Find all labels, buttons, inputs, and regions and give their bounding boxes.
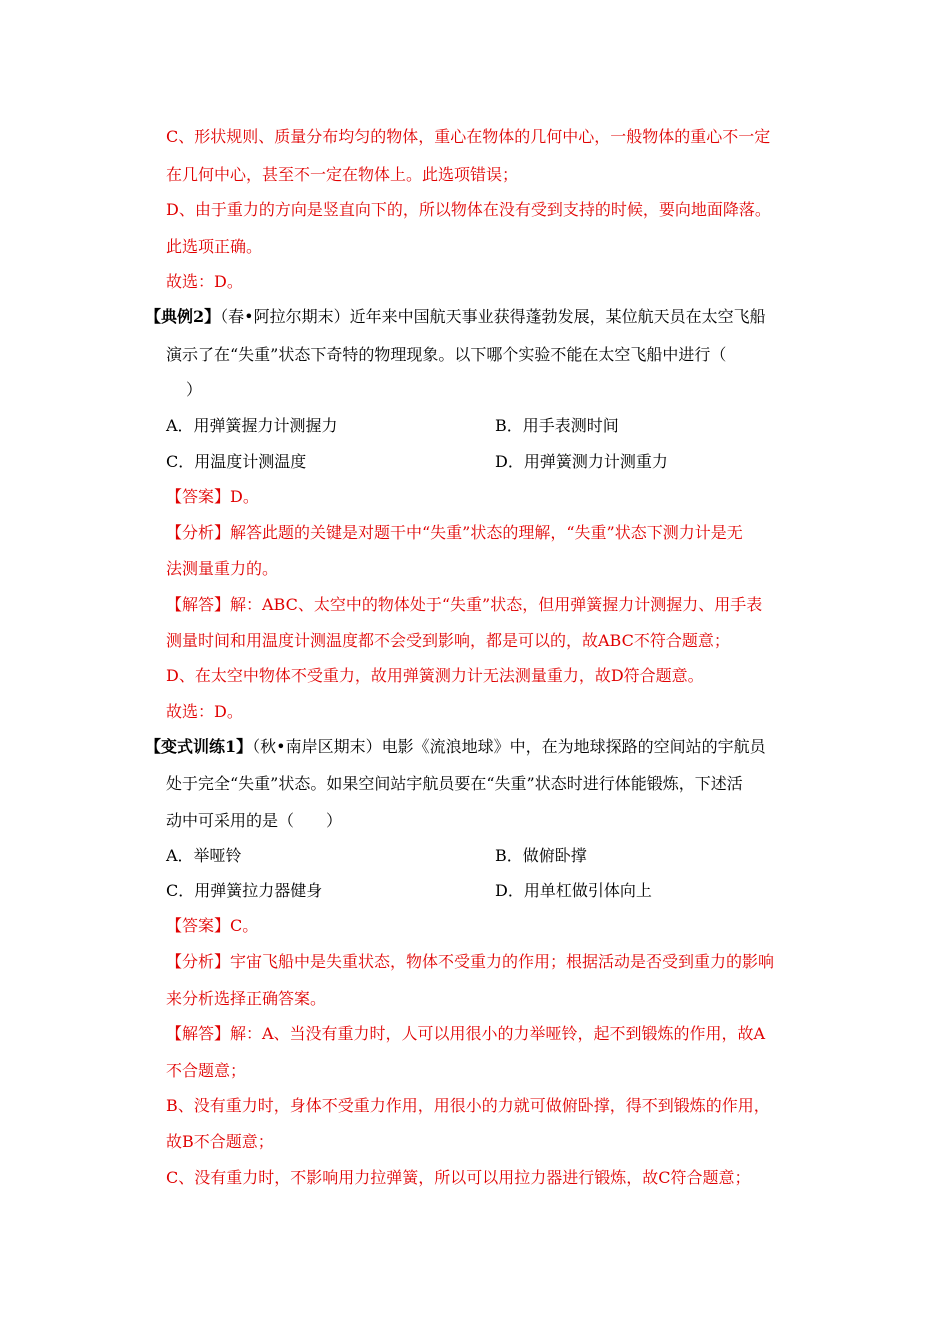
variant1-solution-line5: C、没有重力时，不影响用力拉弹簧，所以可以用拉力器进行锻炼，故C符合题意； xyxy=(166,1168,751,1187)
example2-solution-line3: D、在太空中物体不受重力，故用弹簧测力计无法测量重力，故D符合题意。 xyxy=(166,666,704,685)
variant1-analysis-line2: 来分析选择正确答案。 xyxy=(166,989,327,1008)
variant1-option-d: D．用单杠做引体向上 xyxy=(495,881,652,900)
example2-option-d: D．用弹簧测力计测重力 xyxy=(495,452,668,471)
variant1-question-line1 xyxy=(145,737,766,757)
example2-question-text: （春•阿拉尔期末）近年来中国航天事业获得蓬勃发展，某位航天员在太空飞船 xyxy=(220,307,766,326)
example2-tag: 【典例2】 xyxy=(145,307,221,326)
variant1-solution-line3: B、没有重力时，身体不受重力作用，用很小的力就可做俯卧撑，得不到锻炼的作用， xyxy=(166,1096,770,1115)
variant1-question-line3: 动中可采用的是（ ） xyxy=(166,811,343,830)
example2-solution-line2: 测量时间和用温度计测温度都不会受到影响，都是可以的，故ABC不符合题意； xyxy=(166,631,730,650)
example2-question-line3: ） xyxy=(186,380,203,399)
variant1-option-c: C．用弹簧拉力器健身 xyxy=(166,881,323,900)
example2-option-b: B．用手表测时间 xyxy=(495,416,619,435)
example2-option-c: C．用温度计测温度 xyxy=(166,452,307,471)
example2-analysis-line2: 法测量重力的。 xyxy=(166,559,279,578)
variant1-option-b: B．做俯卧撑 xyxy=(495,846,587,865)
example2-choose: 故选：D。 xyxy=(166,702,243,721)
example2-analysis-line1: 【分析】解答此题的关键是对题干中“失重”状态的理解，“失重”状态下测力计是无 xyxy=(166,523,743,542)
choose-answer: 故选：D。 xyxy=(166,272,243,291)
variant1-analysis-line1: 【分析】宇宙飞船中是失重状态，物体不受重力的作用；根据活动是否受到重力的影响 xyxy=(166,952,775,971)
solution-option-c-line2: 在几何中心，甚至不一定在物体上。此选项错误； xyxy=(166,165,519,184)
variant1-tag: 【变式训练1】 xyxy=(145,737,253,756)
example2-answer: 【答案】D。 xyxy=(166,487,259,506)
example2-question-line2: 演示了在“失重”状态下奇特的物理现象。以下哪个实验不能在太空飞船中进行（ xyxy=(166,345,727,364)
variant1-answer: 【答案】C。 xyxy=(166,916,259,935)
variant1-solution-line4: 故B不合题意； xyxy=(166,1132,274,1151)
variant1-question-text: （秋•南岸区期末）电影《流浪地球》中，在为地球探路的空间站的宇航员 xyxy=(252,737,766,756)
variant1-solution-line2: 不合题意； xyxy=(166,1061,247,1080)
variant1-solution-line1: 【解答】解：A、当没有重力时，人可以用很小的力举哑铃，起不到锻炼的作用，故A xyxy=(166,1024,766,1043)
example2-question-line1 xyxy=(145,307,766,327)
solution-option-d-line1: D、由于重力的方向是竖直向下的，所以物体在没有受到支持的时候，要向地面降落。 xyxy=(166,200,771,219)
variant1-question-line2: 处于完全“失重”状态。如果空间站宇航员要在“失重”状态时进行体能锻炼，下述活 xyxy=(166,774,743,793)
solution-option-c-line1: C、形状规则、质量分布均匀的物体，重心在物体的几何中心，一般物体的重心不一定 xyxy=(166,127,771,146)
example2-solution-line1: 【解答】解：ABC、太空中的物体处于“失重”状态，但用弹簧握力计测握力、用手表 xyxy=(166,595,763,614)
solution-option-d-line2: 此选项正确。 xyxy=(166,237,263,256)
variant1-option-a: A．举哑铃 xyxy=(166,846,242,865)
example2-option-a: A．用弹簧握力计测握力 xyxy=(166,416,338,435)
